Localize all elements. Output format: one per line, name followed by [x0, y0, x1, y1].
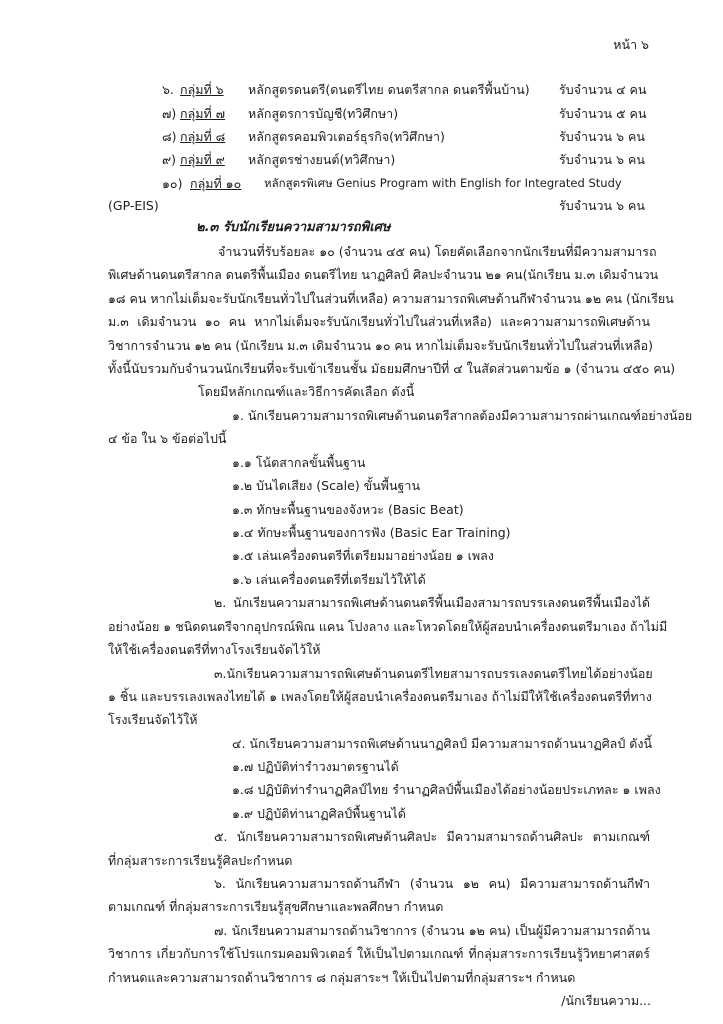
gp-eis-code: (GP-EIS)	[108, 198, 159, 213]
group-course: หลักสูตรคอมพิวเตอร์ธุรกิจ(ทวิศึกษา)	[248, 129, 445, 144]
group-course: หลักสูตรการบัญชี(ทวิศึกษา)	[248, 106, 399, 121]
group-num: ๙)	[162, 152, 177, 167]
criterion-4-item: ๑.๙ ปฏิบัติท่านาฏศิลป์พื้นฐานได้	[232, 806, 406, 821]
criterion-3-line: ๑ ชิ้น และบรรเลงเพลงไทยได้ ๑ เพลงโดยให้ผู้สอบนำเครื่องดนตรีมาเอง ถ้าไม่มีให้ใช้เครื่องดนตรีที่ทาง	[108, 689, 652, 704]
gp-eis-row	[0, 197, 723, 214]
criterion-6-line: ตามเกณฑ์ ที่กลุ่มสาระการเรียนรู้สุขศึกษาและพลศึกษา กำหนด	[108, 899, 444, 914]
group-label: กลุ่มที่ ๖	[180, 82, 224, 97]
intro-line: ม.๓ เดิมจำนวน ๑๐ คน หากไม่เต็มจะรับนักเรียนทั่วไปในส่วนที่เหลือ) และความสามารถพิเศษด้าน	[108, 314, 650, 329]
intro-line: ทั้งนี้นับรวมกับจำนวนนักเรียนที่จะรับเข้าเรียนชั้น มัธยมศึกษาปีที่ ๔ ในสัดส่วนตามข้อ ๑ (จำนวน ๔๕๐ คน)	[108, 361, 676, 376]
intro-line: พิเศษด้านดนตรีสากล ดนตรีพื้นเมือง ดนตรีไทย นาฏศิลป์ ศิลปะจำนวน ๒๑ คน(นักเรียน ม.๓ เดิมจำนวน	[108, 267, 659, 282]
criterion-4-item: ๑.๗ ปฏิบัติท่ารำวงมาตรฐานได้	[232, 759, 399, 774]
group-label: กลุ่มที่ ๗	[180, 106, 226, 121]
continued-marker: /นักเรียนความ...	[561, 993, 651, 1008]
criterion-1-item: ๑.๓ ทักษะพื้นฐานของจังหวะ (Basic Beat)	[232, 502, 464, 517]
group-label: กลุ่มที่ ๙	[180, 152, 225, 167]
gp-eis-count: รับจำนวน ๖ คน	[559, 198, 645, 213]
intro-line: ๑๘ คน หากไม่เต็มจะรับนักเรียนทั่วไปในส่วนที่เหลือ) ความสามารถพิเศษด้านกีฬาจำนวน ๑๒ คน (นักเรียน	[108, 291, 674, 306]
criterion-1-item: ๑.๒ บันไดเสียง (Scale) ขั้นพื้นฐาน	[232, 478, 421, 493]
criterion-1-line: ๑. นักเรียนความสามารถพิเศษด้านดนตรีสากลต้องมีความสามารถผ่านเกณฑ์อย่างน้อย	[232, 408, 693, 423]
group-row-7	[0, 105, 723, 122]
group-count: รับจำนวน ๖ คน	[559, 129, 645, 144]
criterion-3-line: ๓.นักเรียนความสามารถพิเศษด้านดนตรีไทยสามารถบรรเลงดนตรีไทยได้อย่างน้อย	[214, 666, 653, 681]
criterion-2-line: อย่างน้อย ๑ ชนิดดนตรีจากอุปกรณ์พิณ แคน โปงลาง และโหวดโดยให้ผู้สอบนำเครื่องดนตรีมาเอง ถ้าไม่มี	[108, 619, 668, 634]
criterion-1-item: ๑.๑ โน้ตสากลขั้นพื้นฐาน	[232, 455, 366, 470]
group-row-6	[0, 81, 723, 98]
intro-line: วิชาการจำนวน ๑๒ คน (นักเรียน ม.๓ เดิมจำนวน ๑๐ คน หากไม่เต็มจะรับนักเรียนทั่วไปในส่วนที่เหลือ)	[108, 338, 654, 353]
criterion-2-line: ให้ใช้เครื่องดนตรีที่ทางโรงเรียนจัดไว้ให้	[108, 642, 321, 657]
group-num: ๑๐)	[162, 176, 183, 191]
group-count: รับจำนวน ๔ คน	[559, 82, 647, 97]
criterion-1-line: ๔ ข้อ ใน ๖ ข้อต่อไปนี้	[108, 431, 227, 446]
section-heading: ๒.๓ รับนักเรียนความสามารถพิเศษ	[196, 220, 391, 235]
criteria-intro: โดยมีหลักเกณฑ์และวิธีการคัดเลือก ดังนี้	[198, 384, 415, 399]
criterion-4-item: ๑.๘ ปฏิบัติท่ารำนาฏศิลป์ไทย รำนาฏศิลป์พื้นเมืองได้อย่างน้อยประเภทละ ๑ เพลง	[232, 782, 661, 797]
page-number: หน้า ๖	[613, 37, 649, 52]
group-count: รับจำนวน ๖ คน	[559, 152, 645, 167]
criterion-4-line: ๔. นักเรียนความสามารถพิเศษด้านนาฏศิลป์ มีความสามารถด้านนาฏศิลป์ ดังนี้	[232, 736, 653, 751]
group-course: หลักสูตรดนตรี(ดนตรีไทย ดนตรีสากล ดนตรีพื้นบ้าน)	[248, 82, 530, 97]
group-num: ๘)	[162, 129, 177, 144]
group-label: กลุ่มที่ ๘	[180, 129, 226, 144]
group-num: ๗)	[162, 106, 177, 121]
group-row-10	[0, 175, 723, 192]
criterion-7-line: วิชาการ เกี่ยวกับการใช้โปรแกรมคอมพิวเตอร์ ให้เป็นไปตามเกณฑ์ ที่กลุ่มสาระการเรียนรู้วิทยาศาสตร์	[108, 946, 650, 961]
criterion-3-line: โรงเรียนจัดไว้ให้	[108, 712, 198, 727]
group-label: กลุ่มที่ ๑๐	[190, 176, 242, 191]
criterion-5-line: ที่กลุ่มสาระการเรียนรู้ศิลปะกำหนด	[108, 853, 293, 868]
criterion-5-line: ๕. นักเรียนความสามารถพิเศษด้านศิลปะ มีความสามารถด้านศิลปะ ตามเกณฑ์	[214, 829, 650, 844]
criterion-2-line: ๒. นักเรียนความสามารถพิเศษด้านดนตรีพื้นเมืองสามารถบรรเลงดนตรีพื้นเมืองได้	[214, 595, 650, 610]
group-count: รับจำนวน ๕ คน	[559, 106, 647, 121]
criterion-6-line: ๖. นักเรียนความสามารถด้านกีฬา (จำนวน ๑๒ คน) มีความสามารถด้านกีฬา	[214, 876, 650, 891]
criterion-1-item: ๑.๖ เล่นเครื่องดนตรีที่เตรียมไว้ให้ได้	[232, 572, 426, 587]
criterion-1-item: ๑.๕ เล่นเครื่องดนตรีที่เตรียมมาอย่างน้อย ๑ เพลง	[232, 548, 494, 563]
group-num: ๖.	[162, 82, 174, 97]
group-course: หลักสูตรพิเศษ Genius Program with English for Integrated Study	[264, 176, 622, 190]
group-row-9	[0, 151, 723, 168]
criterion-1-item: ๑.๔ ทักษะพื้นฐานของการฟัง (Basic Ear Training)	[232, 525, 511, 540]
criterion-7-line: กำหนดและความสามารถด้านวิชาการ ๘ กลุ่มสาระฯ ให้เป็นไปตามที่กลุ่มสาระฯ กำหนด	[108, 970, 576, 985]
group-course: หลักสูตรช่างยนต์(ทวิศึกษา)	[248, 152, 396, 167]
intro-line: จำนวนที่รับร้อยละ ๑๐ (จำนวน ๔๕ คน) โดยคัดเลือกจากนักเรียนที่มีความสามารถ	[218, 244, 657, 259]
group-row-8	[0, 128, 723, 145]
criterion-7-line: ๗. นักเรียนความสามารถด้านวิชาการ (จำนวน ๑๒ คน) เป็นผู้มีความสามารถด้าน	[214, 923, 650, 938]
